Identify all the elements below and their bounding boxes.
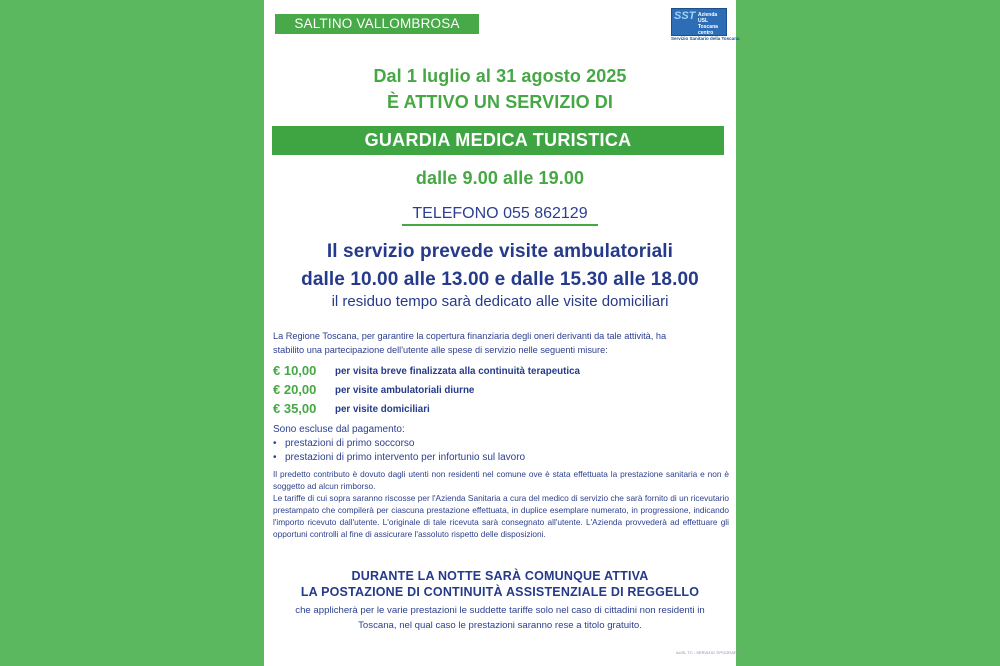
location-banner: SALTINO VALLOMBROSA [275,14,479,34]
active-service-heading: È ATTIVO UN SERVIZIO DI [387,92,613,112]
service-hours: dalle 9.00 alle 19.00 [415,168,585,188]
fee-description: per visite ambulatoriali diurne [335,385,475,396]
poster [264,0,744,666]
fee-amount: € 20,00 [273,382,317,397]
phone-number: TELEFONO 055 862129 [402,204,598,226]
fee-amount: € 10,00 [273,363,317,378]
date-range: Dal 1 luglio al 31 agosto 2025 [373,66,627,86]
contribution-note: Il predetto contributo è dovuto dagli utenti non residenti nel comune ove è stata effettuata la prestazione sanitaria e non è soggetto ad alcun rimborso. [273,469,729,491]
logo-org-text: Azienda USL Toscana centro [698,12,718,36]
bullet-icon: • [273,452,277,463]
exclusion-item: • prestazioni di primo soccorso [273,438,415,449]
exclusions-title: Sono escluse dal pagamento: [273,424,405,435]
logo-subtitle: Servizio Sanitario della Toscana [671,36,740,41]
receipt-note: Le tariffe di cui sopra saranno riscosse per l'Azienda Sanitaria a cura del medico di servizio che sarà fornito di un ricevutario prestampato che compilerà per ciascuna prestazione effettuata, in duplice esemplare numerato, in progressione, indicando l'importo ricevuto dall'utente. L'originale di tale ricevuta sarà consegnato all'utente. L'Azienda provvederà ad effettuare gli opportuni controlli al fine di assicurare l'assoluto rispetto delle disposizioni. [273,493,729,539]
footer-code: AUSL TC - SERVIZIO TIPOGRAFICO [676,650,744,655]
logo-box [671,8,727,36]
night-service-title: DURANTE LA NOTTE SARÀ COMUNQUE ATTIVA [351,569,649,583]
night-service-location: LA POSTAZIONE DI CONTINUITÀ ASSISTENZIALE DI REGGELLO [300,585,700,599]
fee-description: per visite domiciliari [335,404,430,415]
home-visits-note: il residuo tempo sarà dedicato alle visite domiciliari [331,293,669,310]
visits-heading: Il servizio prevede visite ambulatoriali [326,241,674,262]
bullet-icon: • [273,438,277,449]
visits-hours: dalle 10.00 alle 13.00 e dalle 15.30 alle 18.00 [301,269,699,290]
logo-sst-text: SST [674,10,696,22]
azienda-usl-logo [671,8,740,42]
region-text: La Regione Toscana, per garantire la copertura finanziaria degli oneri derivanti da tale attività, ha stabilito una partecipazione dell'utente alle spese di servizio nelle seguenti misure: [273,331,667,355]
exclusion-item: • prestazioni di primo intervento per infortunio sul lavoro [273,452,526,463]
service-title-banner: GUARDIA MEDICA TURISTICA [272,126,724,155]
night-service-text: che applicherà per le varie prestazioni le suddette tariffe solo nel caso di cittadini non residenti in Toscana, nel qual caso le prestazioni saranno rese a titolo gratuito. [295,605,705,631]
fee-amount: € 35,00 [273,401,317,416]
fee-description: per visita breve finalizzata alla continuità terapeutica [335,366,581,377]
